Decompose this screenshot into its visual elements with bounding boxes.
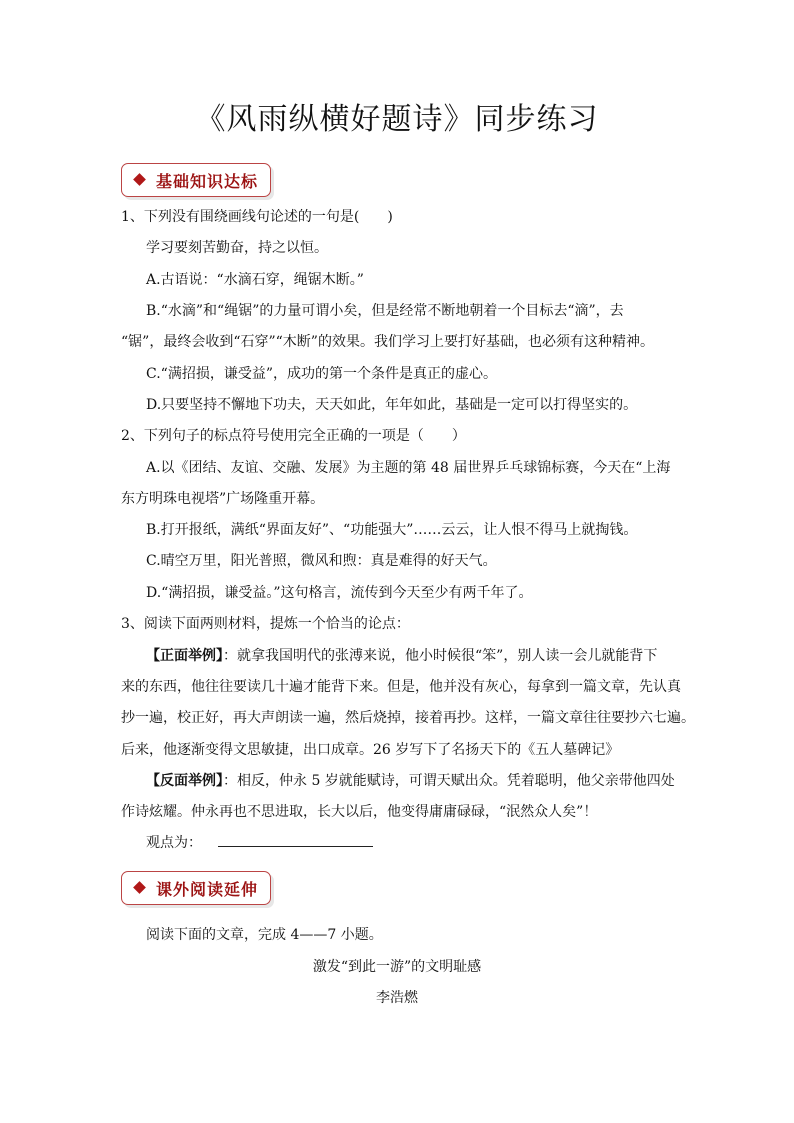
section-label: 课外阅读延伸 bbox=[156, 880, 259, 899]
q3-positive-line3: 抄一遍，校正好，再大声朗读一遍，然后烧掉，接着再抄。这样，一篇文章往往要抄六七遍。 bbox=[121, 710, 695, 726]
article-title: 激发“到此一游”的文明耻感 bbox=[312, 959, 482, 975]
q2-option-c: C.晴空万里，阳光普照，微风和煦：真是难得的好天气。 bbox=[146, 553, 497, 569]
q3-negative-line1 bbox=[146, 771, 675, 791]
q3-positive-line1 bbox=[146, 646, 657, 666]
q1-option-d: D.只要坚持不懈地下功夫，天天如此，年年如此，基础是一定可以打得坚实的。 bbox=[146, 397, 638, 413]
q2-option-a-line1: A.以《团结、友谊、交融、发展》为主题的第 48 届世界乒乓球锦标赛，今天在“上海 bbox=[146, 460, 671, 476]
section-box bbox=[121, 163, 271, 197]
positive-example-text: ：就拿我国明代的张溥来说，他小时候很“笨”，别人读一会儿就能背下 bbox=[223, 648, 658, 664]
section-header-reading bbox=[121, 871, 273, 907]
q3-positive-line4: 后来，他逐渐变得文思敏捷，出口成章。26 岁写下了名扬天下的《五人墓碑记》 bbox=[121, 742, 620, 758]
q1-option-b-line2: “锯”，最终会收到“石穿”“木断”的效果。我们学习上要打好基础，也必须有这种精神。 bbox=[121, 334, 654, 350]
negative-example-text: ：相反，仲永 5 岁就能赋诗，可谓天赋出众。凭着聪明，他父亲带他四处 bbox=[223, 773, 675, 789]
article-author: 李浩燃 bbox=[376, 990, 418, 1006]
q2-option-a-line2: 东方明珠电视塔”广场隆重开幕。 bbox=[121, 491, 325, 507]
q3-negative-line2: 作诗炫耀。仲永再也不思进取，长大以后，他变得庸庸碌碌，“泯然众人矣”！ bbox=[121, 804, 598, 820]
section-box bbox=[121, 871, 271, 905]
q1-option-a: A.古语说：“水滴石穿，绳锯木断。” bbox=[146, 272, 364, 288]
diamond-bullet-icon bbox=[133, 881, 146, 894]
q1-stem: 1、下列没有围绕画线句论述的一句是( ) bbox=[121, 209, 393, 225]
reading-intro: 阅读下面的文章，完成 4——7 小题。 bbox=[146, 927, 383, 943]
positive-example-label: 【正面举例】 bbox=[146, 648, 223, 664]
q1-option-c: C.“满招损，谦受益”，成功的第一个条件是真正的虚心。 bbox=[146, 366, 497, 382]
q1-sentence: 学习要刻苦勤奋，持之以恒。 bbox=[146, 240, 328, 256]
diamond-bullet-icon bbox=[133, 173, 146, 186]
negative-example-label: 【反面举例】 bbox=[146, 773, 223, 789]
section-header-basic bbox=[121, 163, 273, 199]
q1-option-b-line1: B.“水滴”和“绳锯”的力量可谓小矣，但是经常不断地朝着一个目标去“滴”，去 bbox=[146, 303, 624, 319]
q3-positive-line2: 来的东西，他往往要读几十遍才能背下来。但是，他并没有灰心，每拿到一篇文章，先认真 bbox=[121, 679, 681, 695]
q2-option-d: D.“满招损，谦受益。”这句格言，流传到今天至少有两千年了。 bbox=[146, 585, 533, 601]
answer-blank-line[interactable] bbox=[218, 846, 373, 847]
section-label: 基础知识达标 bbox=[156, 172, 259, 191]
q2-stem: 2、下列句子的标点符号使用完全正确的一项是（ ） bbox=[121, 428, 466, 444]
q2-option-b: B.打开报纸，满纸“界面友好”、“功能强大”……云云，让人恨不得马上就掏钱。 bbox=[146, 522, 638, 538]
page-title: 《风雨纵横好题诗》同步练习 bbox=[195, 102, 599, 137]
q3-stem: 3、阅读下面两则材料，提炼一个恰当的论点： bbox=[121, 616, 410, 632]
q3-viewpoint-label: 观点为： bbox=[146, 835, 202, 851]
